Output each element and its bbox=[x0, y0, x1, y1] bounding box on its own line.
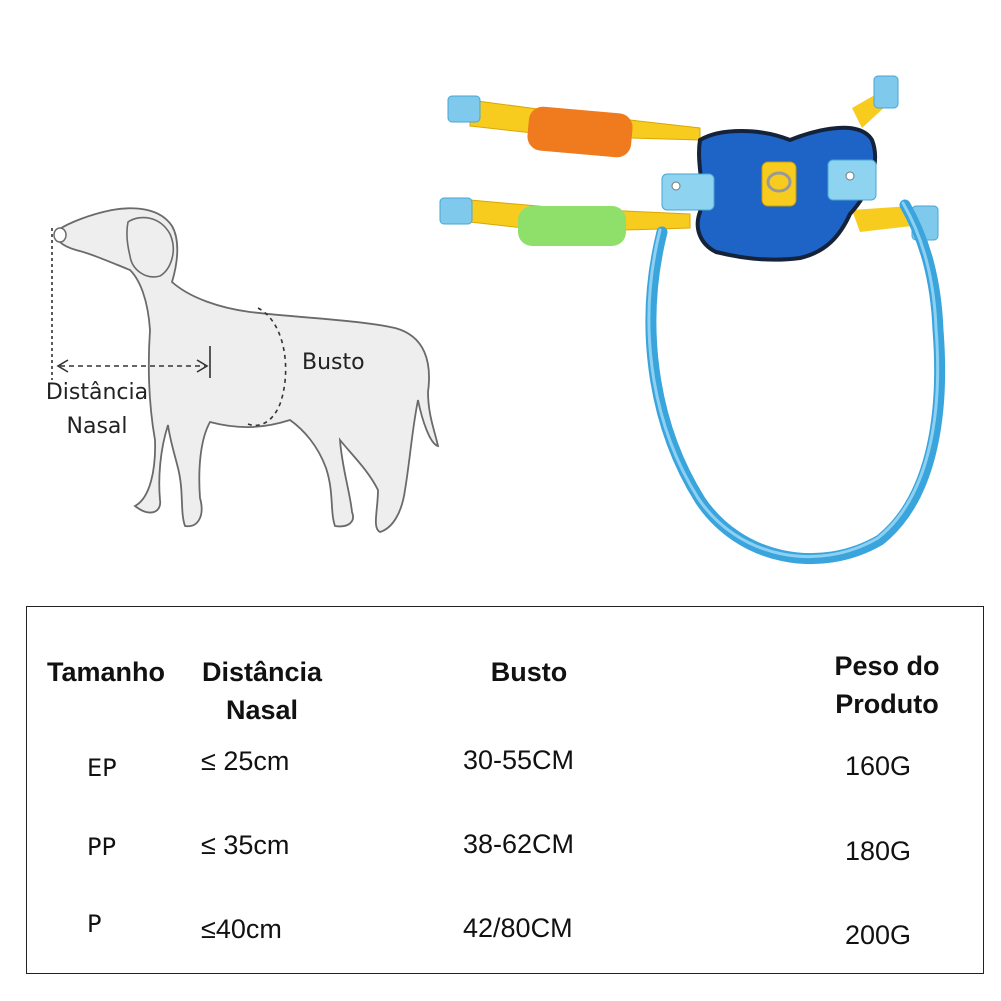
row-3-chest: 42/80CM bbox=[463, 913, 573, 943]
chest-label: Busto bbox=[302, 350, 365, 375]
harness-product-image bbox=[440, 76, 940, 559]
row-3-nose-distance: ≤40cm bbox=[201, 914, 282, 944]
dog-outline-drawing bbox=[54, 208, 438, 532]
row-3-size: P bbox=[87, 910, 102, 938]
header-chest: Busto bbox=[490, 657, 568, 687]
header-nose-distance: Distância Nasal bbox=[201, 657, 323, 725]
row-2-weight: 180G bbox=[845, 836, 912, 866]
row-2-chest: 38-62CM bbox=[463, 829, 575, 859]
row-1-weight: 160G bbox=[845, 751, 912, 781]
size-table bbox=[26, 606, 984, 974]
row-1-size: EP bbox=[87, 754, 117, 782]
row-3-weight: 200G bbox=[845, 920, 912, 950]
header-size: Tamanho bbox=[46, 657, 165, 687]
row-1-nose-distance: ≤ 25cm bbox=[201, 746, 290, 776]
nose-distance-label: Distância Nasal bbox=[45, 380, 149, 439]
row-2-size: PP bbox=[87, 833, 116, 861]
row-1-chest: 30-55CM bbox=[463, 745, 575, 775]
row-2-nose-distance: ≤ 35cm bbox=[201, 830, 290, 860]
header-weight: Peso do Produto bbox=[834, 651, 940, 719]
